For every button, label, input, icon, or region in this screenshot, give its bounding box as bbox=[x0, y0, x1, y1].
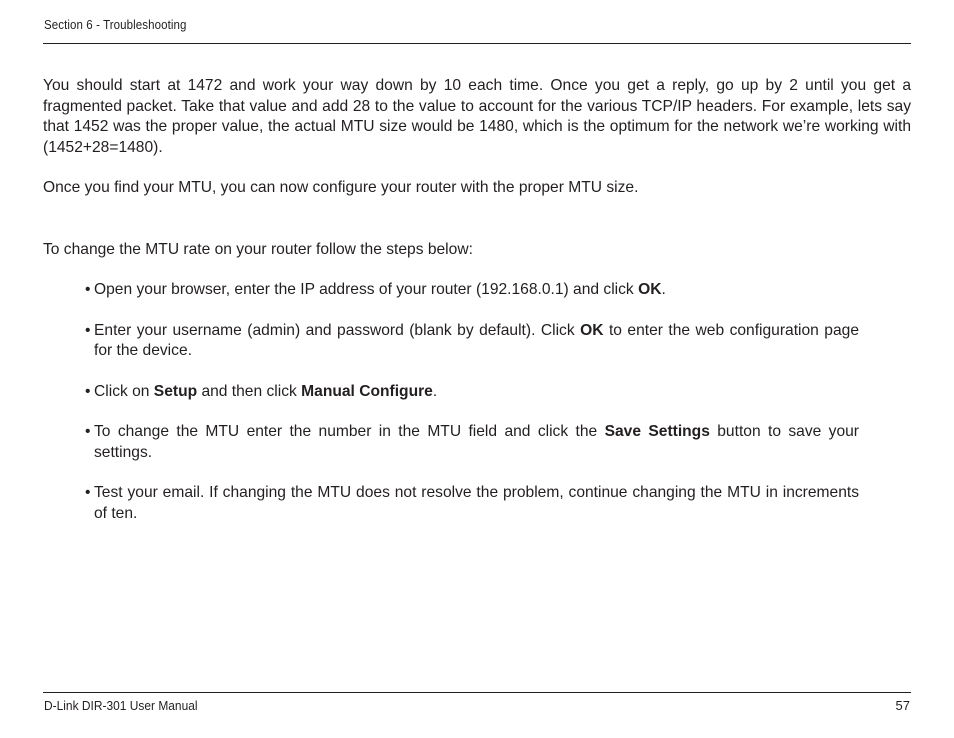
step-item bbox=[85, 321, 859, 362]
section-header: Section 6 - Troubleshooting bbox=[44, 18, 187, 32]
step-text: Enter your username (admin) and password (blank by default). Click bbox=[94, 321, 581, 339]
bullet-icon: • bbox=[85, 321, 91, 339]
step-text: Test your email. If changing the MTU does not resolve the problem, continue changing the MTU in increments of ten. bbox=[94, 484, 859, 522]
paragraph-steps-intro: To change the MTU rate on your router follow the steps below: bbox=[43, 240, 473, 258]
step-text: Click on bbox=[94, 382, 154, 400]
page-number: 57 bbox=[895, 698, 910, 713]
step-item bbox=[85, 483, 859, 524]
step-text: To change the MTU enter the number in the MTU field and click the bbox=[94, 423, 605, 440]
step-bold-text: Manual Configure bbox=[301, 382, 433, 400]
step-item bbox=[85, 382, 859, 403]
paragraph-mtu-procedure: You should start at 1472 and work your way down by 10 each time. Once you get a reply, go up by 2 until you get a fragmented packet. Take that value and add 28 to the value to account for the various TCP/IP headers. For example, lets say that 1452 was the proper value, the actual MTU size would be 1480, which is the optimum for the network we’re working with (1452+28=1480). bbox=[43, 77, 911, 156]
bullet-icon: • bbox=[85, 382, 91, 400]
step-bold-text: Save Settings bbox=[604, 423, 710, 440]
step-bold-text: OK bbox=[638, 281, 662, 298]
header-divider bbox=[43, 43, 911, 44]
step-text: . bbox=[661, 281, 666, 298]
page-content bbox=[43, 76, 911, 544]
step-text: and then click bbox=[197, 382, 302, 400]
step-item bbox=[85, 422, 860, 463]
steps-list bbox=[43, 280, 911, 524]
bullet-icon: • bbox=[85, 423, 91, 440]
footer-divider bbox=[43, 692, 911, 693]
step-text: to enter the web configuration page for the device. bbox=[94, 321, 859, 359]
step-text: button to save your settings. bbox=[94, 423, 860, 461]
manual-title: D-Link DIR-301 User Manual bbox=[44, 698, 198, 713]
step-bold-text: Setup bbox=[153, 382, 198, 400]
bullet-icon: • bbox=[85, 484, 91, 501]
paragraph-configure-router: Once you find your MTU, you can now configure your router with the proper MTU size. bbox=[43, 179, 639, 196]
step-item bbox=[85, 280, 859, 301]
bullet-icon: • bbox=[85, 281, 91, 298]
step-bold-text: OK bbox=[580, 321, 604, 339]
step-text: . bbox=[432, 382, 438, 400]
step-text: Open your browser, enter the IP address of your router (192.168.0.1) and click bbox=[94, 281, 639, 298]
